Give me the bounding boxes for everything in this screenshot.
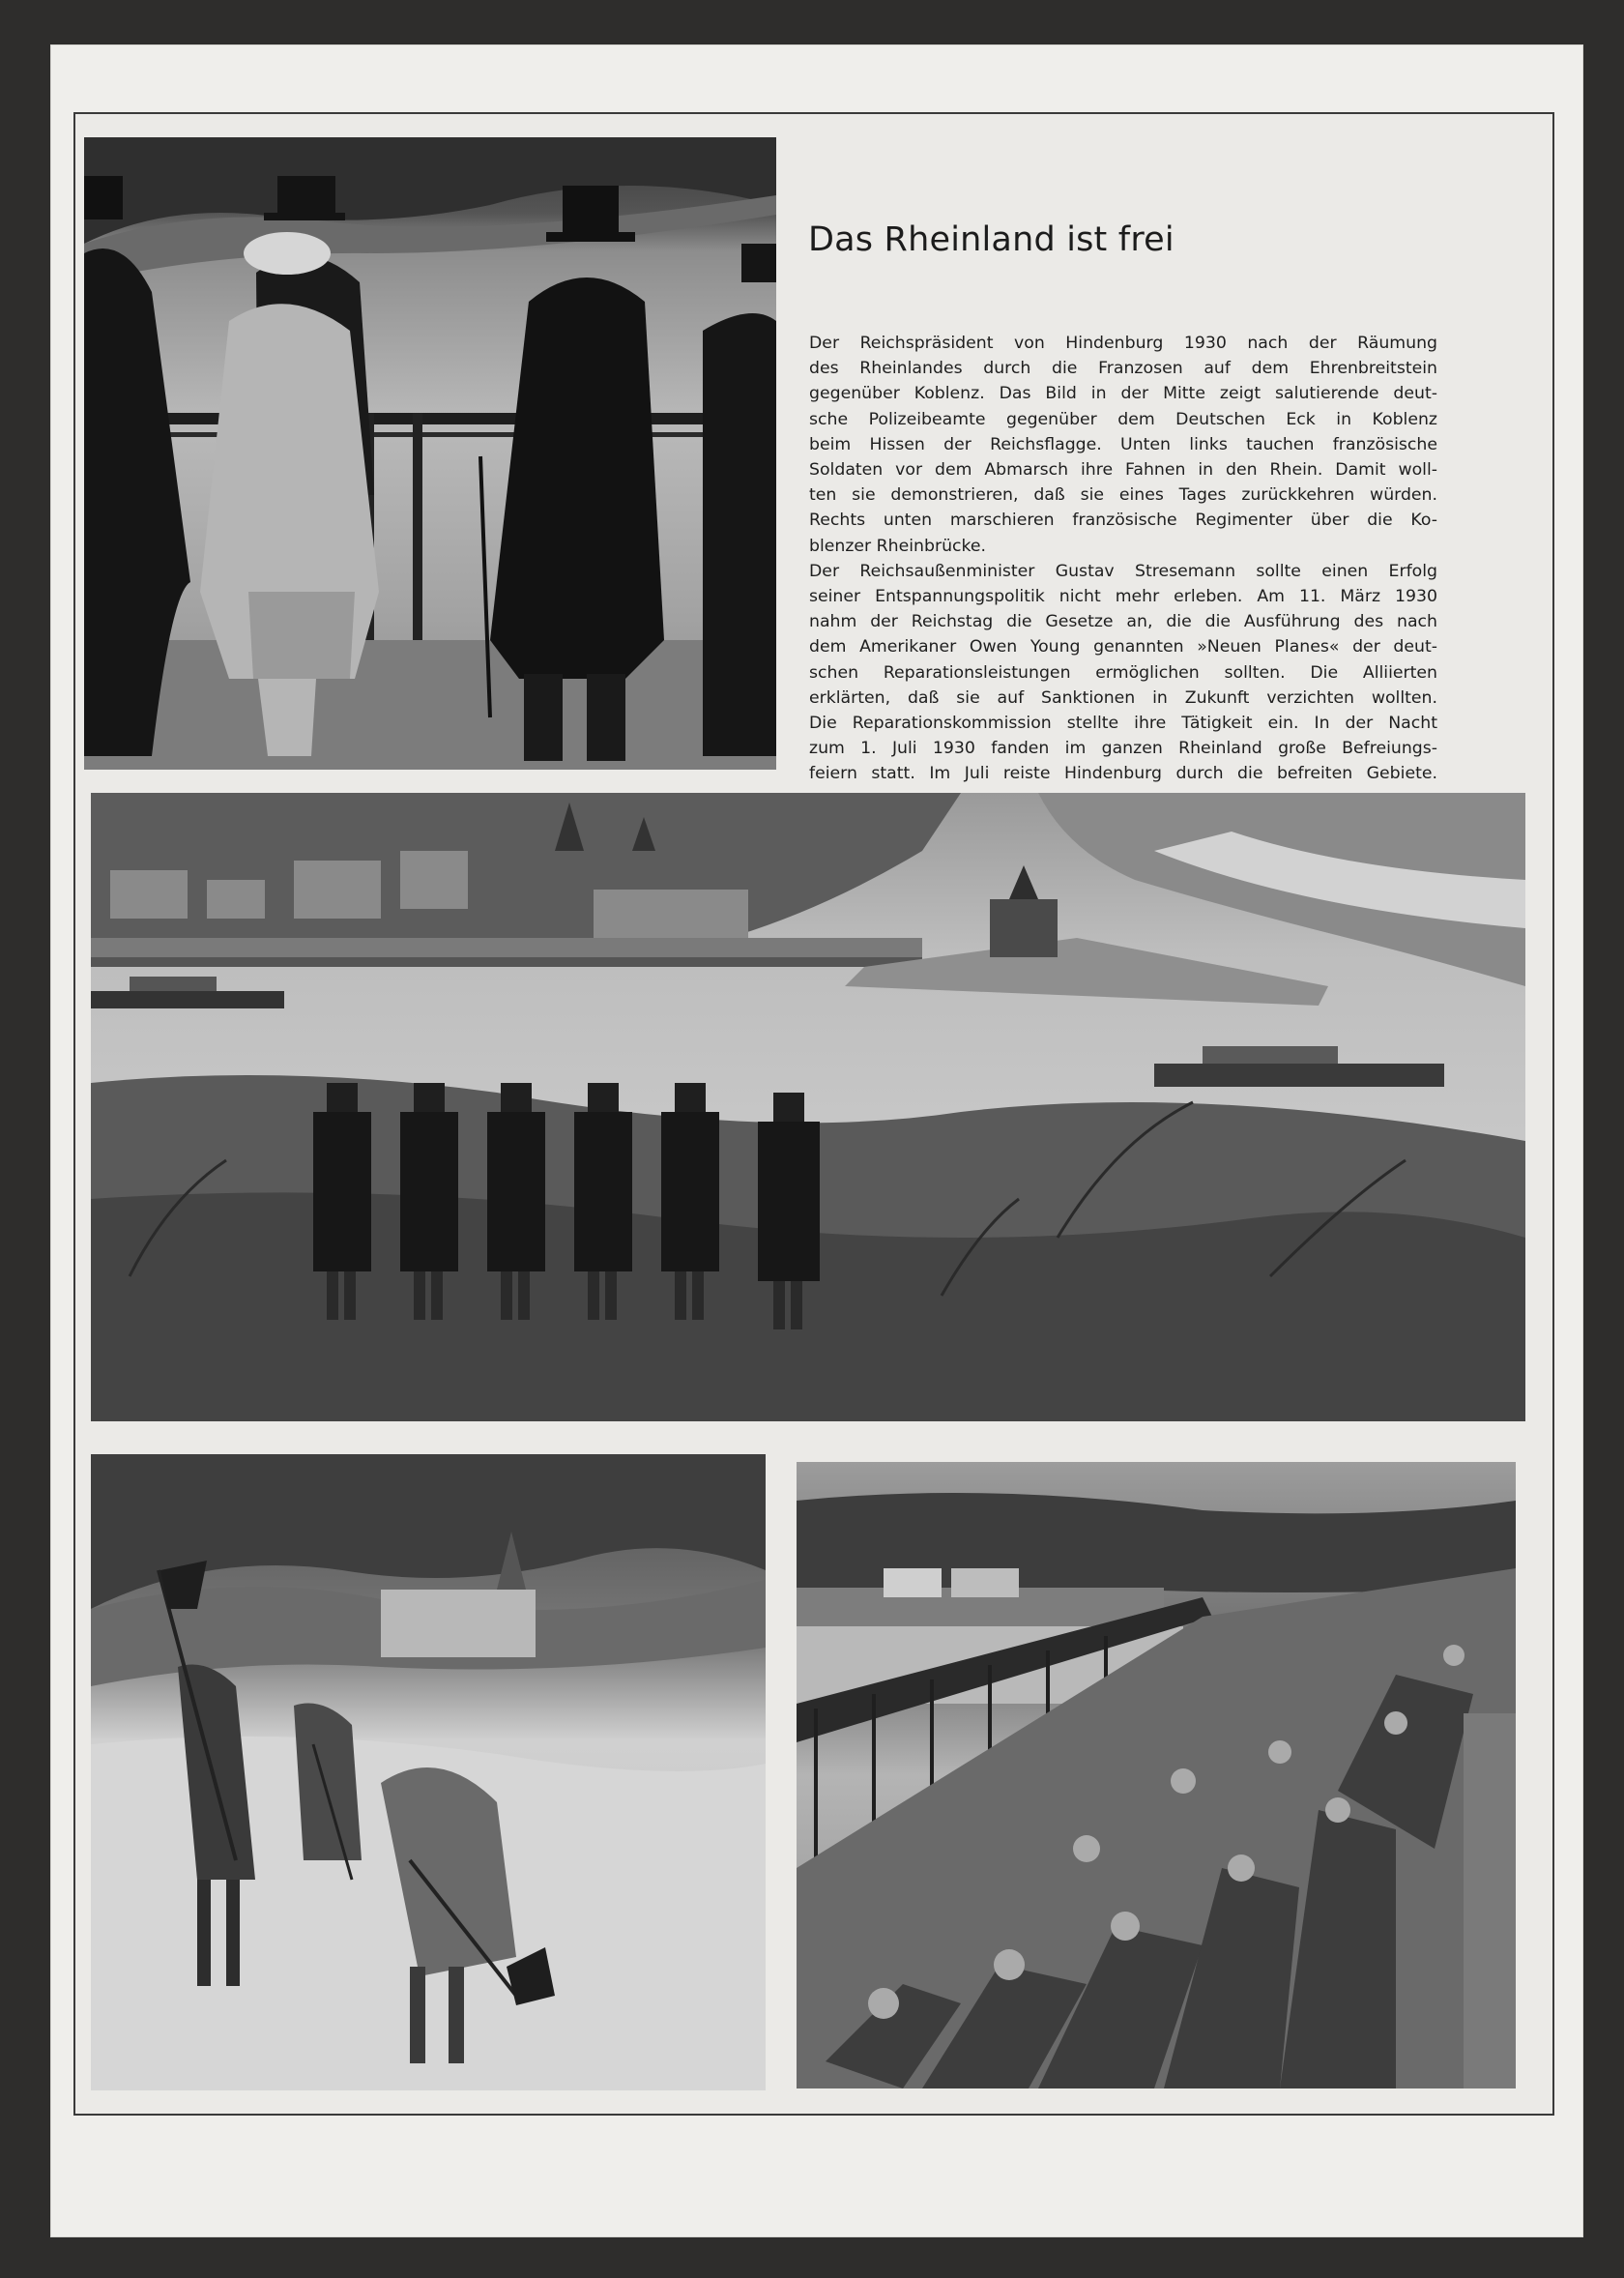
- article-line: nahm der Reichstag die Gesetze an, die die Ausführung des nach: [809, 612, 1437, 632]
- article-line: Die Reparationskommission stellte ihre Tätigkeit ein. In der Nacht: [809, 714, 1437, 734]
- article-line: gegenüber Koblenz. Das Bild in der Mitte zeigt salutierende deut-: [809, 384, 1437, 404]
- photo-rhine-bridge-regiments: [797, 1462, 1516, 2088]
- article-line: feiern statt. Im Juli reiste Hindenburg durch die befreiten Gebiete.: [809, 764, 1437, 784]
- article-line: des Rheinlandes durch die Franzosen auf dem Ehrenbreitstein: [809, 359, 1437, 379]
- article-text: [809, 331, 1437, 787]
- article-line: sche Polizeibeamte gegenüber dem Deutschen Eck in Koblenz: [809, 409, 1437, 429]
- photo-french-soldiers-image: [91, 1454, 766, 2090]
- article-line: Soldaten vor dem Abmarsch ihre Fahnen in den Rhein. Damit woll-: [809, 460, 1437, 481]
- page-title: Das Rheinland ist frei: [808, 220, 1174, 259]
- photo-hindenburg-ehrenbreitstein: [84, 137, 776, 770]
- article-line: schen Reparationsleistungen ermöglichen sollten. Die Alliierten: [809, 662, 1437, 683]
- photo-rhine-bridge-image: [797, 1462, 1516, 2088]
- photo-french-soldiers-flags: [91, 1454, 766, 2090]
- article-line: seiner Entspannungspolitik nicht mehr erleben. Am 11. März 1930: [809, 587, 1437, 607]
- article-line: Der Reichspräsident von Hindenburg 1930 nach der Räumung: [809, 334, 1437, 353]
- article-line: blenzer Rheinbrücke.: [809, 536, 987, 556]
- photo-deutsches-eck-police: [91, 793, 1525, 1421]
- article-line: ten sie demonstrieren, daß sie eines Tages zurückkehren würden.: [809, 485, 1437, 506]
- article-line: dem Amerikaner Owen Young genannten »Neuen Planes« der deut-: [809, 637, 1437, 657]
- article-line: erklärten, daß sie auf Sanktionen in Zukunft verzichten wollten.: [809, 687, 1437, 708]
- article-line: Der Reichsaußenminister Gustav Stresemann sollte einen Erfolg: [809, 561, 1437, 581]
- article-line: Rechts unten marschieren französische Regimenter über die Ko-: [809, 511, 1437, 531]
- photo-hindenburg-image: [84, 137, 776, 770]
- article-line: beim Hissen der Reichsflagge. Unten links tauchen französische: [809, 434, 1437, 454]
- photo-deutsches-eck-image: [91, 793, 1525, 1421]
- article-line: zum 1. Juli 1930 fanden im ganzen Rheinland große Befreiungs-: [809, 739, 1437, 759]
